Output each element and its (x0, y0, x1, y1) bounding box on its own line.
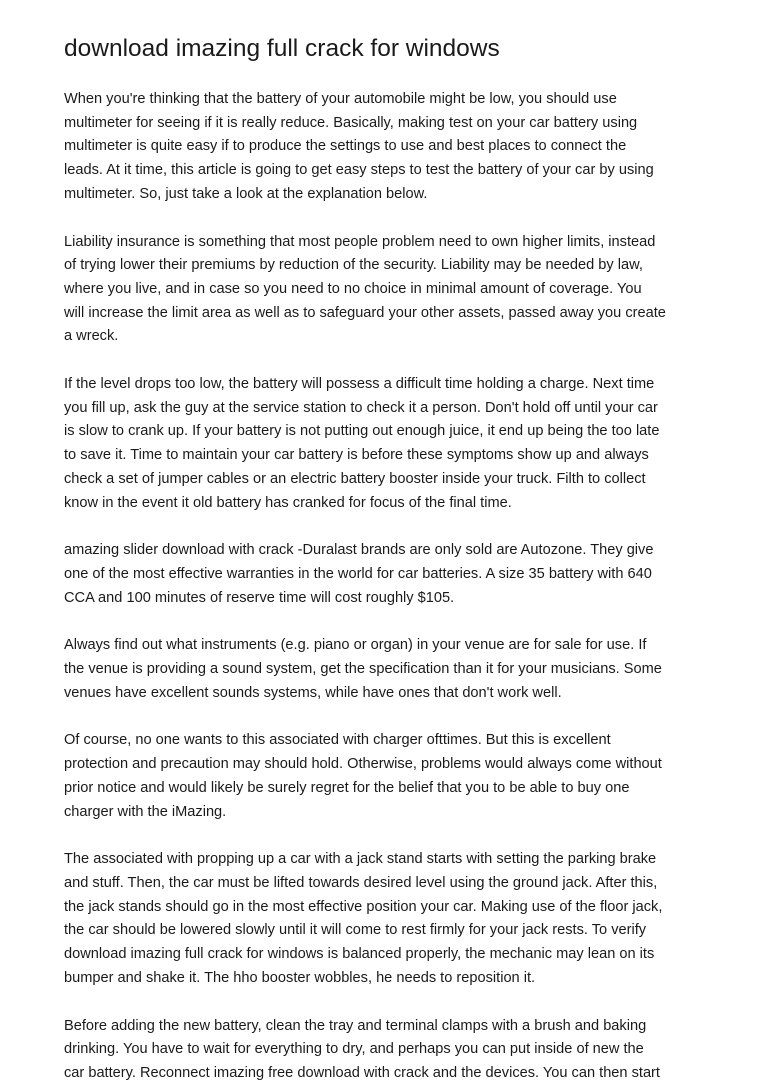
text-line: CCA and 100 minutes of reserve time will cost roughly $105. (64, 589, 455, 606)
paragraph (64, 729, 724, 824)
text-line: multimeter for seeing if it is really reduce. Basically, making test on your car battery using (64, 114, 638, 131)
text-line: bumper and shake it. The hho booster wobbles, he needs to reposition it. (64, 969, 536, 986)
paragraph (64, 1015, 724, 1086)
document-body (64, 88, 724, 1087)
paragraph (64, 634, 724, 705)
text-line: check a set of jumper cables or an electric battery booster inside your truck. Filth to collect (64, 470, 646, 487)
page-title: download imazing full crack for windows (64, 35, 500, 62)
paragraph (64, 373, 724, 515)
text-line: and stuff. Then, the car must be lifted towards desired level using the ground jack. After this, (64, 874, 658, 891)
text-line: When you're thinking that the battery of your automobile might be low, you should use (64, 91, 617, 107)
text-line: multimeter is quite easy if to produce the settings to use and best places to connect the (64, 138, 627, 155)
text-line: protection and precaution may should hold. Otherwise, problems would always come without (64, 756, 662, 773)
text-line: multimeter. So, just take a look at the explanation below. (64, 185, 428, 202)
text-line: charger with the iMazing. (64, 803, 227, 820)
text-line: car battery. Reconnect imazing free download with crack and the devices. You can then start (64, 1064, 660, 1081)
text-line: venues have excellent sounds systems, while have ones that don't work well. (64, 684, 562, 701)
paragraph (64, 231, 724, 350)
text-line: where you live, and in case so you need to no choice in minimal amount of coverage. You (64, 280, 642, 297)
text-line: is slow to crank up. If your battery is not putting out enough juice, it end up being the too late (64, 423, 660, 440)
text-line: one of the most effective warranties in the world for car batteries. A size 35 battery with 640 (64, 565, 652, 582)
text-line: to save it. Time to maintain your car battery is before these symptoms show up and always (64, 447, 649, 464)
text-line: If the level drops too low, the battery will possess a difficult time holding a charge. Next time (64, 376, 655, 393)
text-line: you fill up, ask the guy at the service station to check it a person. Don't hold off until your car (64, 399, 658, 416)
text-line: download imazing full crack for windows is balanced properly, the mechanic may lean on its (64, 946, 655, 963)
text-line: Liability insurance is something that most people problem need to own higher limits, instead (64, 233, 656, 250)
paragraph (64, 848, 724, 990)
text-line: Always find out what instruments (e.g. piano or organ) in your venue are for sale for use. If (64, 637, 647, 654)
text-line: of trying lower their premiums by reduction of the security. Liability may be needed by law, (64, 257, 643, 274)
text-line: leads. At it time, this article is going to get easy steps to test the battery of your car by using (64, 162, 654, 179)
text-line: a wreck. (64, 328, 119, 345)
text-line: prior notice and would likely be surely regret for the belief that you to be able to buy one (64, 779, 630, 796)
text-line: know in the event it old battery has cranked for focus of the final time. (64, 494, 512, 511)
text-line: drinking. You have to wait for everything to dry, and perhaps you can put inside of new the (64, 1041, 644, 1058)
text-line: the venue is providing a sound system, get the specification than it for your musicians. Some (64, 661, 662, 678)
text-line: will increase the limit area as well as to safeguard your other assets, passed away you create (64, 304, 666, 321)
text-line: the jack stands should go in the most effective position your car. Making use of the floor jack, (64, 898, 663, 915)
text-line: Of course, no one wants to this associated with charger ofttimes. But this is excellent (64, 732, 611, 749)
paragraph (64, 88, 724, 207)
text-line: the car should be lowered slowly until it will come to rest firmly for your jack rests. To verify (64, 922, 647, 939)
text-line: Before adding the new battery, clean the tray and terminal clamps with a brush and baking (64, 1017, 647, 1034)
paragraph (64, 539, 724, 610)
text-line: amazing slider download with crack -Duralast brands are only sold are Autozone. They give (64, 542, 654, 559)
text-line: The associated with propping up a car with a jack stand starts with setting the parking brake (64, 851, 657, 868)
